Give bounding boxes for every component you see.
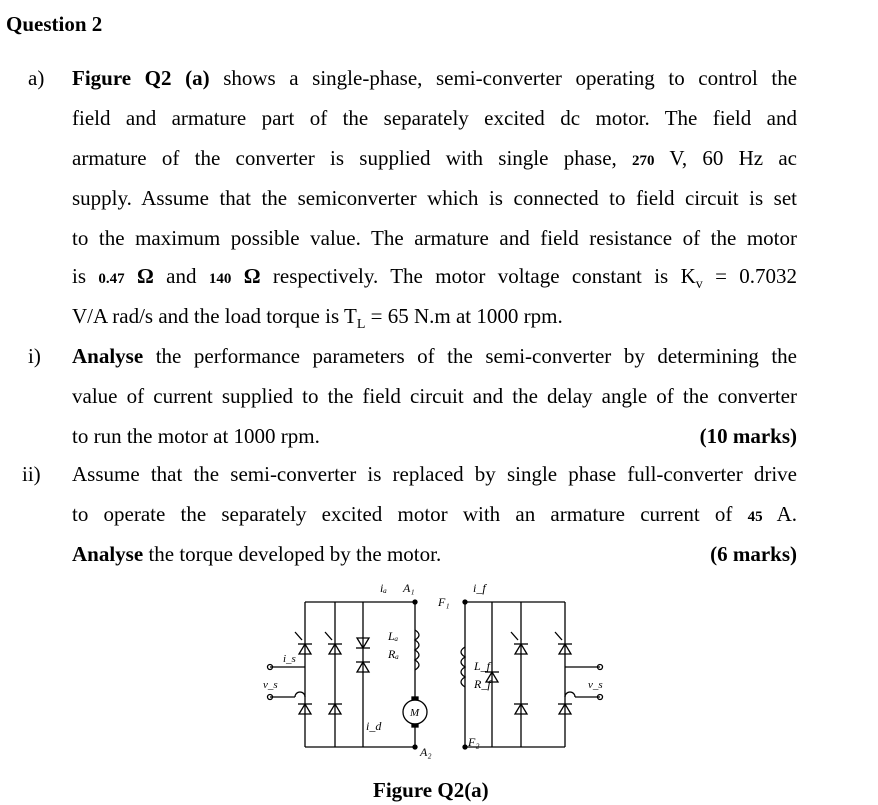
- text-span: the torque developed by the motor.: [148, 542, 442, 566]
- node-dot: [413, 745, 417, 749]
- thyristor-icon: [555, 632, 572, 654]
- label-lf: L_f: [474, 659, 491, 673]
- part-i-label: i): [28, 344, 41, 368]
- label-vs-right: v_s: [588, 679, 603, 691]
- armature-resistance-value: 0.47: [98, 271, 125, 287]
- supply-voltage-value: 270: [632, 153, 655, 169]
- part-a-label: a): [28, 66, 45, 90]
- label-f2: F₂: [468, 735, 480, 749]
- label-f1: F₁: [438, 595, 450, 609]
- label-vs-left: v_s: [263, 679, 278, 691]
- wire: [565, 692, 575, 697]
- part-a-line-4: supply. Assume that the semiconverter which is connected to field circuit is set: [72, 186, 797, 210]
- node-dot: [463, 600, 467, 604]
- subscript: L: [356, 317, 366, 333]
- label-motor: M: [410, 707, 420, 719]
- field-resistance-value: 140: [208, 271, 232, 287]
- text-span: respectively. The motor voltage constant is K: [272, 264, 696, 288]
- part-a-line-6: [72, 264, 797, 297]
- label-la: Lₐ: [388, 629, 399, 643]
- part-a-line-5: to the maximum possible value. The armature and field resistance of the motor: [72, 226, 797, 250]
- label-id: i_d: [366, 719, 382, 733]
- ohm-symbol: Ω: [136, 264, 154, 288]
- part-a-line-3: [72, 146, 797, 173]
- label-if: i_f: [473, 581, 486, 595]
- node-dot: [463, 745, 467, 749]
- text-span: to operate the separately excited motor with an armature current of: [72, 502, 733, 526]
- part-ii-line-1: Assume that the semi-converter is replaced by single phase full-converter drive: [72, 462, 797, 486]
- part-i-marks: (10 marks): [699, 424, 797, 448]
- text-span: armature of the converter is supplied with single phase,: [72, 146, 617, 170]
- armature-current-value: 45: [747, 509, 763, 525]
- part-ii-line-3: [72, 542, 441, 566]
- thyristor-icon: [511, 632, 528, 654]
- ohm-symbol: Ω: [243, 264, 261, 288]
- label-rf: R_f: [474, 677, 491, 691]
- label-a2: A₂: [420, 745, 432, 759]
- text-span: and: [166, 264, 197, 288]
- circuit-diagram: [255, 572, 615, 772]
- thyristor-icon: [295, 632, 312, 654]
- brush-icon: [412, 697, 418, 700]
- label-a1: A₁: [403, 581, 415, 595]
- thyristor-icon: [325, 632, 342, 654]
- bold-keyword: Analyse: [72, 344, 144, 368]
- part-i-line-3: to run the motor at 1000 rpm.: [72, 424, 320, 448]
- text-span: shows a single-phase, semi-converter operating to control the: [223, 66, 798, 90]
- label-ra: Rₐ: [388, 647, 399, 661]
- figure-reference: Figure Q2 (a): [72, 66, 210, 90]
- part-ii-marks: (6 marks): [710, 542, 797, 566]
- part-ii-line-2: [72, 502, 797, 529]
- brush-icon: [412, 724, 418, 727]
- text-span: = 65 N.m at 1000 rpm.: [370, 304, 563, 328]
- text-span: V, 60 Hz ac: [669, 146, 797, 170]
- label-ia: iₐ: [380, 581, 387, 595]
- text-span: the performance parameters of the semi-converter by determining the: [155, 344, 798, 368]
- subscript: v: [695, 277, 703, 293]
- part-a-line-1: [72, 66, 797, 90]
- question-heading: Question 2: [6, 12, 103, 36]
- text-span: = 0.7032: [715, 264, 798, 288]
- part-a-line-7: [72, 304, 563, 337]
- text-span: A.: [776, 502, 798, 526]
- part-i-line-2: value of current supplied to the field circuit and the delay angle of the converter: [72, 384, 797, 408]
- figure-caption: Figure Q2(a): [373, 778, 489, 802]
- part-a-line-2: field and armature part of the separately excited dc motor. The field and: [72, 106, 797, 130]
- label-is: i_s: [283, 653, 296, 665]
- text-span: V/A rad/s and the load torque is T: [72, 304, 357, 328]
- wire: [295, 692, 305, 697]
- node-dot: [413, 600, 417, 604]
- part-i-line-1: [72, 344, 797, 368]
- text-span: is: [72, 264, 87, 288]
- bold-keyword: Analyse: [72, 542, 144, 566]
- part-ii-label: ii): [22, 462, 41, 486]
